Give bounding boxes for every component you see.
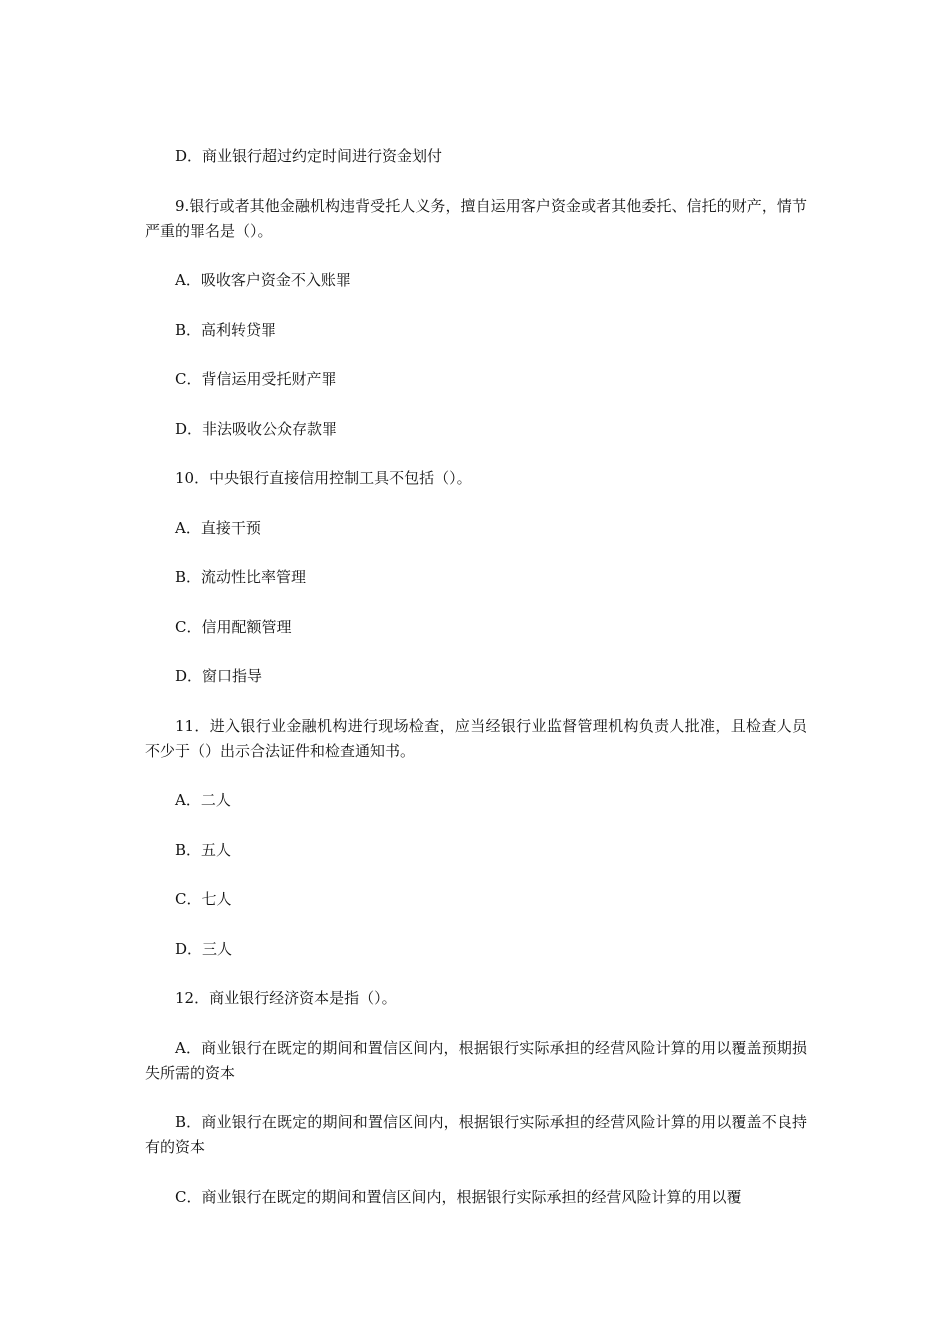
option-b-q9: B．高利转贷罪 bbox=[175, 320, 277, 339]
question-11: 11．进入银行业金融机构进行现场检查，应当经银行业监督管理机构负责人批准，且检查人员不少于（）出示合法证件和检查通知书。 bbox=[145, 716, 807, 760]
option-c-q12: C．商业银行在既定的期间和置信区间内，根据银行实际承担的经营风险计算的用以覆 bbox=[175, 1187, 742, 1206]
question-12: 12．商业银行经济资本是指（）。 bbox=[175, 989, 397, 1007]
option-b-q12: B．商业银行在既定的期间和置信区间内，根据银行实际承担的经营风险计算的用以覆盖不良持有的资本 bbox=[145, 1113, 807, 1156]
option-d-q10: D．窗口指导 bbox=[175, 667, 263, 685]
option-b-q11: B．五人 bbox=[175, 840, 232, 859]
question-9: 9.银行或者其他金融机构违背受托人义务，擅自运用客户资金或者其他委托、信托的财产，情节严重的罪名是（）。 bbox=[145, 196, 807, 240]
option-c-q11: C．七人 bbox=[175, 890, 232, 908]
option-d-q9: D．非法吸收公众存款罪 bbox=[175, 419, 338, 438]
option-a-q10: A．直接干预 bbox=[175, 518, 261, 537]
option-a-q9: A．吸收客户资金不入账罪 bbox=[175, 271, 351, 289]
option-c-q10: C．信用配额管理 bbox=[175, 617, 292, 636]
option-d-q8: D．商业银行超过约定时间进行资金划付 bbox=[175, 147, 443, 165]
option-c-q9: C．背信运用受托财产罪 bbox=[175, 370, 337, 388]
option-a-q11: A．二人 bbox=[175, 791, 231, 809]
question-10: 10．中央银行直接信用控制工具不包括（）。 bbox=[175, 469, 472, 487]
option-a-q12: A．商业银行在既定的期间和置信区间内，根据银行实际承担的经营风险计算的用以覆盖预期损失所需的资本 bbox=[145, 1038, 807, 1082]
option-d-q11: D．三人 bbox=[175, 939, 233, 958]
document-body bbox=[145, 144, 807, 1234]
option-b-q10: B．流动性比率管理 bbox=[175, 568, 307, 586]
